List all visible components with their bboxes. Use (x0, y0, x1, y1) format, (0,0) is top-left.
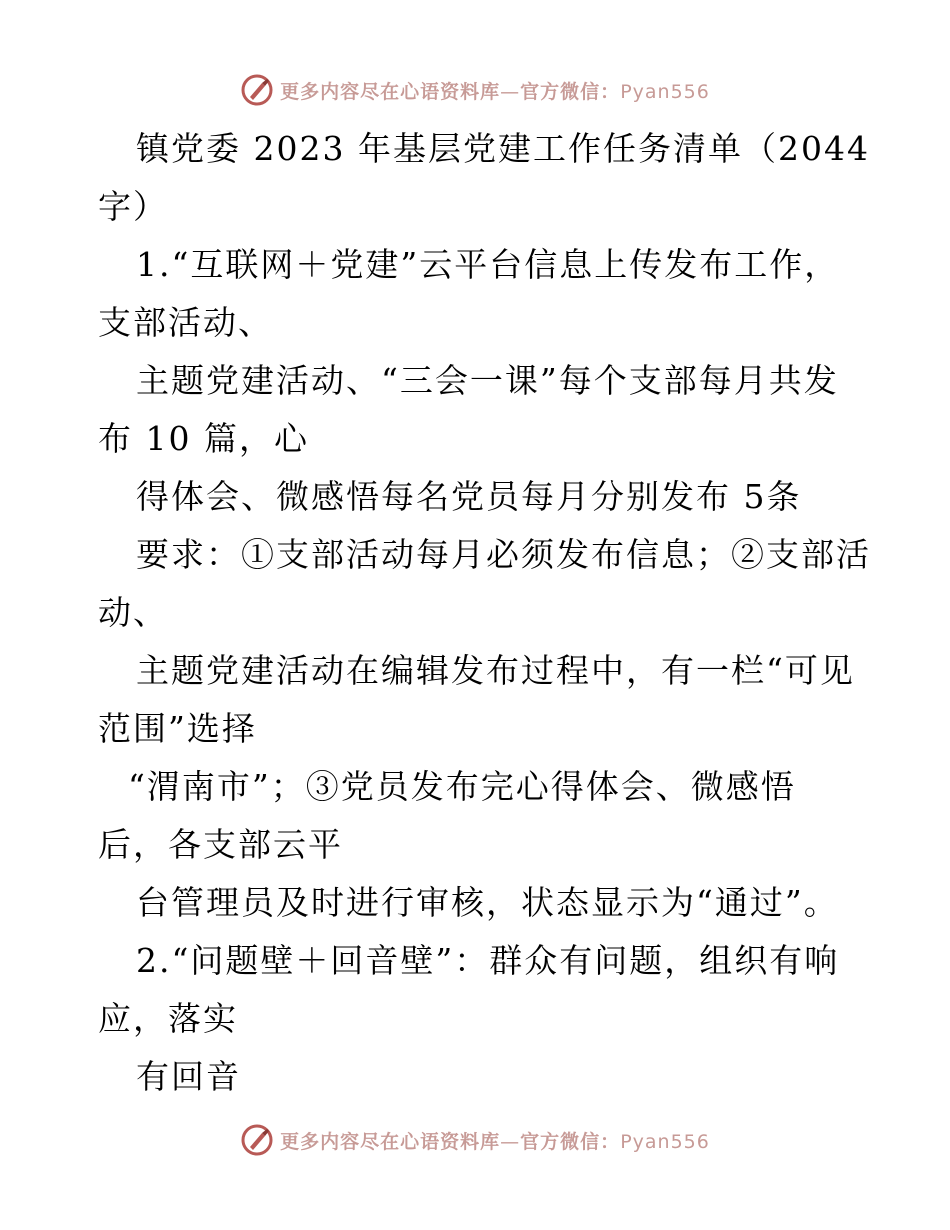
document-line: 有回音 (136, 1057, 241, 1096)
header-watermark (0, 68, 950, 112)
document-body (98, 120, 871, 1106)
document-line: 动、 (98, 593, 168, 632)
watermark-text (280, 1127, 710, 1154)
document-line: 支部活动、 (98, 303, 273, 342)
document-line: 布 10 篇，心 (98, 419, 309, 458)
watermark-site: 更多内容尽在心语资料库 (280, 80, 501, 103)
watermark-wechat-label: 官方微信： (520, 1130, 621, 1153)
document-line: 后，各支部云平 (98, 825, 343, 864)
document-title: 镇党委 2023 年基层党建工作任务清单（2044 (136, 129, 870, 168)
watermark-wechat-id: Pyan556 (620, 1130, 710, 1153)
pen-logo-icon (240, 73, 274, 107)
watermark-wechat-label: 官方微信： (520, 80, 621, 103)
pen-logo-icon (240, 1123, 274, 1157)
watermark-text (280, 77, 710, 104)
watermark-separator: — (500, 1130, 521, 1153)
watermark-site: 更多内容尽在心语资料库 (280, 1130, 501, 1153)
document-line: 2.“问题壁＋回音壁”：群众有问题，组织有响 (136, 941, 840, 980)
document-line: “渭南市”；③党员发布完心得体会、微感悟 (128, 767, 796, 806)
document-line: 主题党建活动、“三会一课”每个支部每月共发 (136, 361, 839, 400)
document-line: 字） (98, 187, 168, 226)
document-line: 要求：①支部活动每月必须发布信息；②支部活 (136, 535, 871, 574)
footer-watermark (0, 1118, 950, 1162)
document-line: 得体会、微感悟每名党员每月分别发布 5条 (136, 477, 802, 516)
document-line: 应，落实 (98, 999, 238, 1038)
watermark-separator: — (500, 80, 521, 103)
document-line: 范围”选择 (98, 709, 257, 748)
document-line: 1.“互联网＋党建”云平台信息上传发布工作， (136, 245, 840, 284)
document-line: 台管理员及时进行审核，状态显示为“通过”。 (136, 883, 839, 922)
document-line: 主题党建活动在编辑发布过程中，有一栏“可见 (136, 651, 855, 690)
watermark-wechat-id: Pyan556 (620, 80, 710, 103)
